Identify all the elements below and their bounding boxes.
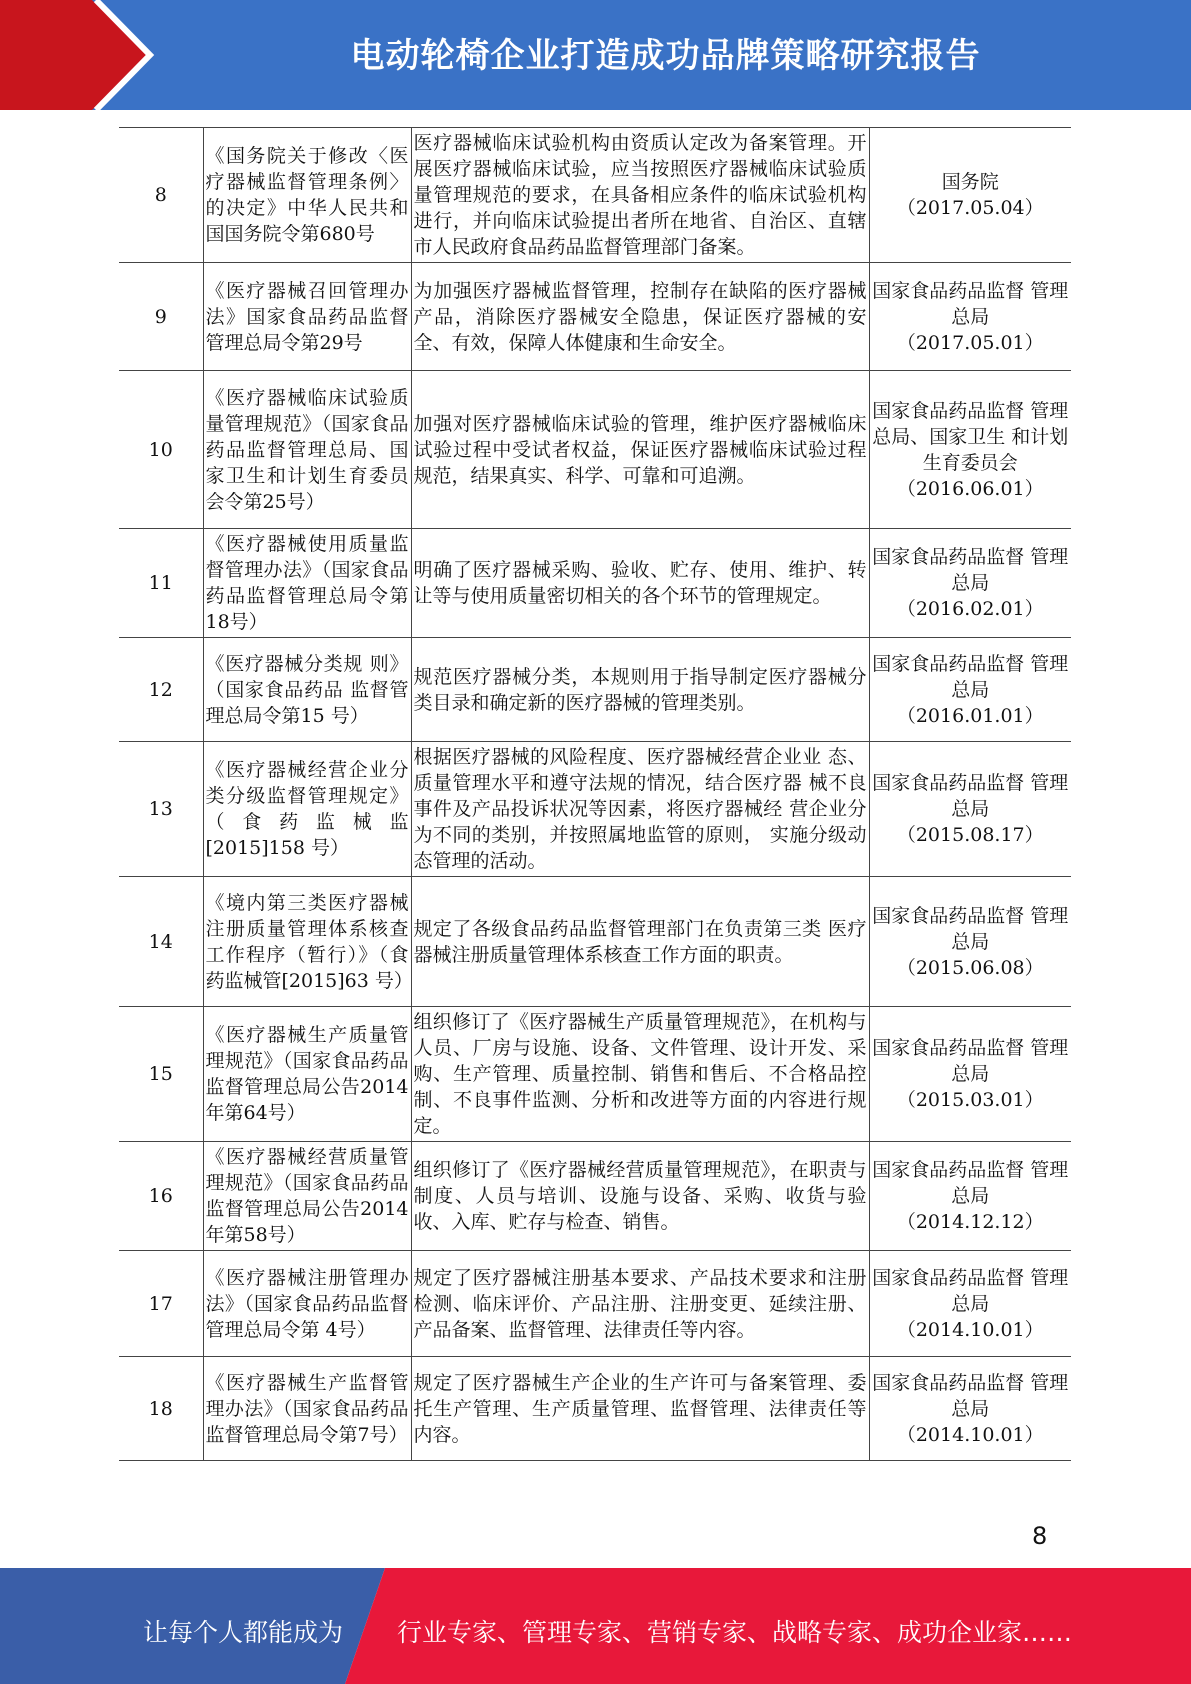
page-number: 8 <box>1032 1522 1048 1550</box>
issuing-authority: 国家食品药品监督 管理总局 <box>872 1159 1069 1207</box>
issuing-authority-cell <box>869 1007 1071 1142</box>
table-row <box>119 1357 1071 1461</box>
issuing-authority-cell <box>869 638 1071 742</box>
regulation-summary: 组织修订了《医疗器械生产质量管理规范》，在机构与人员、厂房与设施、设备、文件管理、设计开发、采购、生产管理、质量控制、销售和售后、不合格品控制、不良事件监测、分析和改进等方面的内容进行规定。 <box>411 1007 869 1142</box>
regulation-title: 《医疗器械经营企业分类分级监督管理规定》（食药监械监[2015]158 号） <box>203 742 411 877</box>
issuing-authority-cell <box>869 128 1071 263</box>
issuing-authority-cell <box>869 371 1071 529</box>
table-row <box>119 263 1071 371</box>
row-number: 12 <box>119 638 203 742</box>
regulation-summary: 组织修订了《医疗器械经营质量管理规范》，在职责与制度、人员与培训、设施与设备、采购、收货与验收、入库、贮存与检查、销售。 <box>411 1142 869 1251</box>
footer-slogan-roles: 行业专家、管理专家、营销专家、战略专家、成功企业家…… <box>397 1618 1073 1647</box>
table-row <box>119 638 1071 742</box>
row-number: 18 <box>119 1357 203 1461</box>
table-row <box>119 128 1071 263</box>
page-header <box>0 0 1191 110</box>
footer-slogan-lead: 让每个人都能成为 <box>143 1618 344 1647</box>
issuing-authority: 国家食品药品监督 管理总局、国家卫生 和计划生育委员会 <box>872 399 1069 474</box>
regulation-summary: 为加强医疗器械监督管理，控制存在缺陷的医疗器械产品，消除医疗器械安全隐患，保证医疗器械的安全、有效，保障人体健康和生命安全。 <box>411 263 869 371</box>
regulation-summary: 规定了医疗器械生产企业的生产许可与备案管理、委托生产管理、生产质量管理、监督管理、法律责任等内容。 <box>411 1357 869 1461</box>
issuing-authority: 国家食品药品监督 管理总局 <box>872 279 1069 328</box>
issuing-authority: 国家食品药品监督 管理总局 <box>872 1266 1069 1315</box>
effective-date: （2015.06.08） <box>896 956 1044 979</box>
table-row <box>119 742 1071 877</box>
regulation-title: 《医疗器械分类规 则》（国家食品药品 监督管理总局令第15 号） <box>203 638 411 742</box>
page-footer <box>0 1568 1191 1684</box>
issuing-authority-cell <box>869 1251 1071 1357</box>
regulation-title: 《医疗器械生产监督管理办法》（国家食品药品监督管理总局令第7号） <box>203 1357 411 1461</box>
regulation-summary: 根据医疗器械的风险程度、医疗器械经营企业业 态、质量管理水平和遵守法规的情况，结合医疗器 械不良事件及产品投诉状况等因素，将医疗器械经 营企业分为不同的类别，并按照属地监管的原则， 实施分级动态管理的活动。 <box>411 742 869 877</box>
effective-date: （2014.10.01） <box>896 1423 1044 1446</box>
effective-date: （2017.05.04） <box>896 197 1044 219</box>
regulation-title: 《医疗器械经营质量管理规范》（国家食品药品监督管理总局公告2014年第58号） <box>203 1142 411 1251</box>
table-row <box>119 877 1071 1007</box>
regulation-summary: 规定了各级食品药品监督管理部门在负责第三类 医疗器械注册质量管理体系核查工作方面的职责。 <box>411 877 869 1007</box>
issuing-authority: 国家食品药品监督 管理总局 <box>872 904 1069 953</box>
table-row <box>119 1142 1071 1251</box>
regulation-summary: 明确了医疗器械采购、验收、贮存、使用、维护、转让等与使用质量密切相关的各个环节的管理规定。 <box>411 529 869 638</box>
regulation-title: 《国务院关于修改〈医疗器械监督管理条例〉的决定》中华人民共和国国务院令第680号 <box>203 128 411 263</box>
row-number: 9 <box>119 263 203 371</box>
row-number: 15 <box>119 1007 203 1142</box>
regulation-title: 《医疗器械召回管理办法》国家食品药品监督管理总局令第29号 <box>203 263 411 371</box>
report-title: 电动轮椅企业打造成功品牌策略研究报告 <box>350 36 981 76</box>
regulation-summary: 医疗器械临床试验机构由资质认定改为备案管理。开展医疗器械临床试验，应当按照医疗器械临床试验质量管理规范的要求，在具备相应条件的临床试验机构进行，并向临床试验提出者所在地省、自治区、直辖市人民政府食品药品监督管理部门备案。 <box>411 128 869 263</box>
issuing-authority-cell <box>869 742 1071 877</box>
issuing-authority-cell <box>869 1142 1071 1251</box>
issuing-authority: 国务院 <box>941 171 999 193</box>
effective-date: （2016.06.01） <box>896 477 1044 500</box>
row-number: 8 <box>119 128 203 263</box>
issuing-authority-cell <box>869 1357 1071 1461</box>
issuing-authority-cell <box>869 877 1071 1007</box>
issuing-authority-cell <box>869 529 1071 638</box>
table-row <box>119 1251 1071 1357</box>
issuing-authority: 国家食品药品监督 管理总局 <box>872 652 1069 701</box>
effective-date: （2014.12.12） <box>896 1211 1044 1233</box>
table-row <box>119 1007 1071 1142</box>
row-number: 13 <box>119 742 203 877</box>
regulations-table <box>119 127 1071 1461</box>
effective-date: （2017.05.01） <box>896 331 1044 354</box>
row-number: 14 <box>119 877 203 1007</box>
row-number: 10 <box>119 371 203 529</box>
regulation-title: 《医疗器械临床试验质量管理规范》（国家食品药品监督管理总局、国家卫生和计划生育委员会令第25号） <box>203 371 411 529</box>
regulation-summary: 规范医疗器械分类，本规则用于指导制定医疗器械分类目录和确定新的医疗器械的管理类别。 <box>411 638 869 742</box>
issuing-authority-cell <box>869 263 1071 371</box>
regulation-title: 《医疗器械使用质量监督管理办法》（国家食品药品监督管理总局令第18号） <box>203 529 411 638</box>
row-number: 11 <box>119 529 203 638</box>
regulation-summary: 规定了医疗器械注册基本要求、产品技术要求和注册检测、临床评价、产品注册、注册变更、延续注册、产品备案、监督管理、法律责任等内容。 <box>411 1251 869 1357</box>
table-row <box>119 371 1071 529</box>
regulation-title: 《境内第三类医疗器械注册质量管理体系核查工作程序（暂行）》（食药监械管[2015]63 号） <box>203 877 411 1007</box>
effective-date: （2016.01.01） <box>896 704 1044 727</box>
issuing-authority: 国家食品药品监督 管理总局 <box>872 772 1069 820</box>
issuing-authority: 国家食品药品监督 管理总局 <box>872 1037 1069 1085</box>
row-number: 16 <box>119 1142 203 1251</box>
table-row <box>119 529 1071 638</box>
issuing-authority: 国家食品药品监督 管理总局 <box>872 546 1069 594</box>
regulation-summary: 加强对医疗器械临床试验的管理，维护医疗器械临床试验过程中受试者权益，保证医疗器械临床试验过程规范，结果真实、科学、可靠和可追溯。 <box>411 371 869 529</box>
effective-date: （2015.03.01） <box>896 1089 1044 1111</box>
regulation-title: 《医疗器械生产质量管理规范》（国家食品药品监督管理总局公告2014年第64号） <box>203 1007 411 1142</box>
effective-date: （2015.08.17） <box>896 824 1044 846</box>
effective-date: （2014.10.01） <box>896 1318 1044 1341</box>
row-number: 17 <box>119 1251 203 1357</box>
issuing-authority: 国家食品药品监督 管理总局 <box>872 1371 1069 1420</box>
regulation-title: 《医疗器械注册管理办法》（国家食品药品监督管理总局令第 4号） <box>203 1251 411 1357</box>
effective-date: （2016.02.01） <box>896 598 1044 620</box>
